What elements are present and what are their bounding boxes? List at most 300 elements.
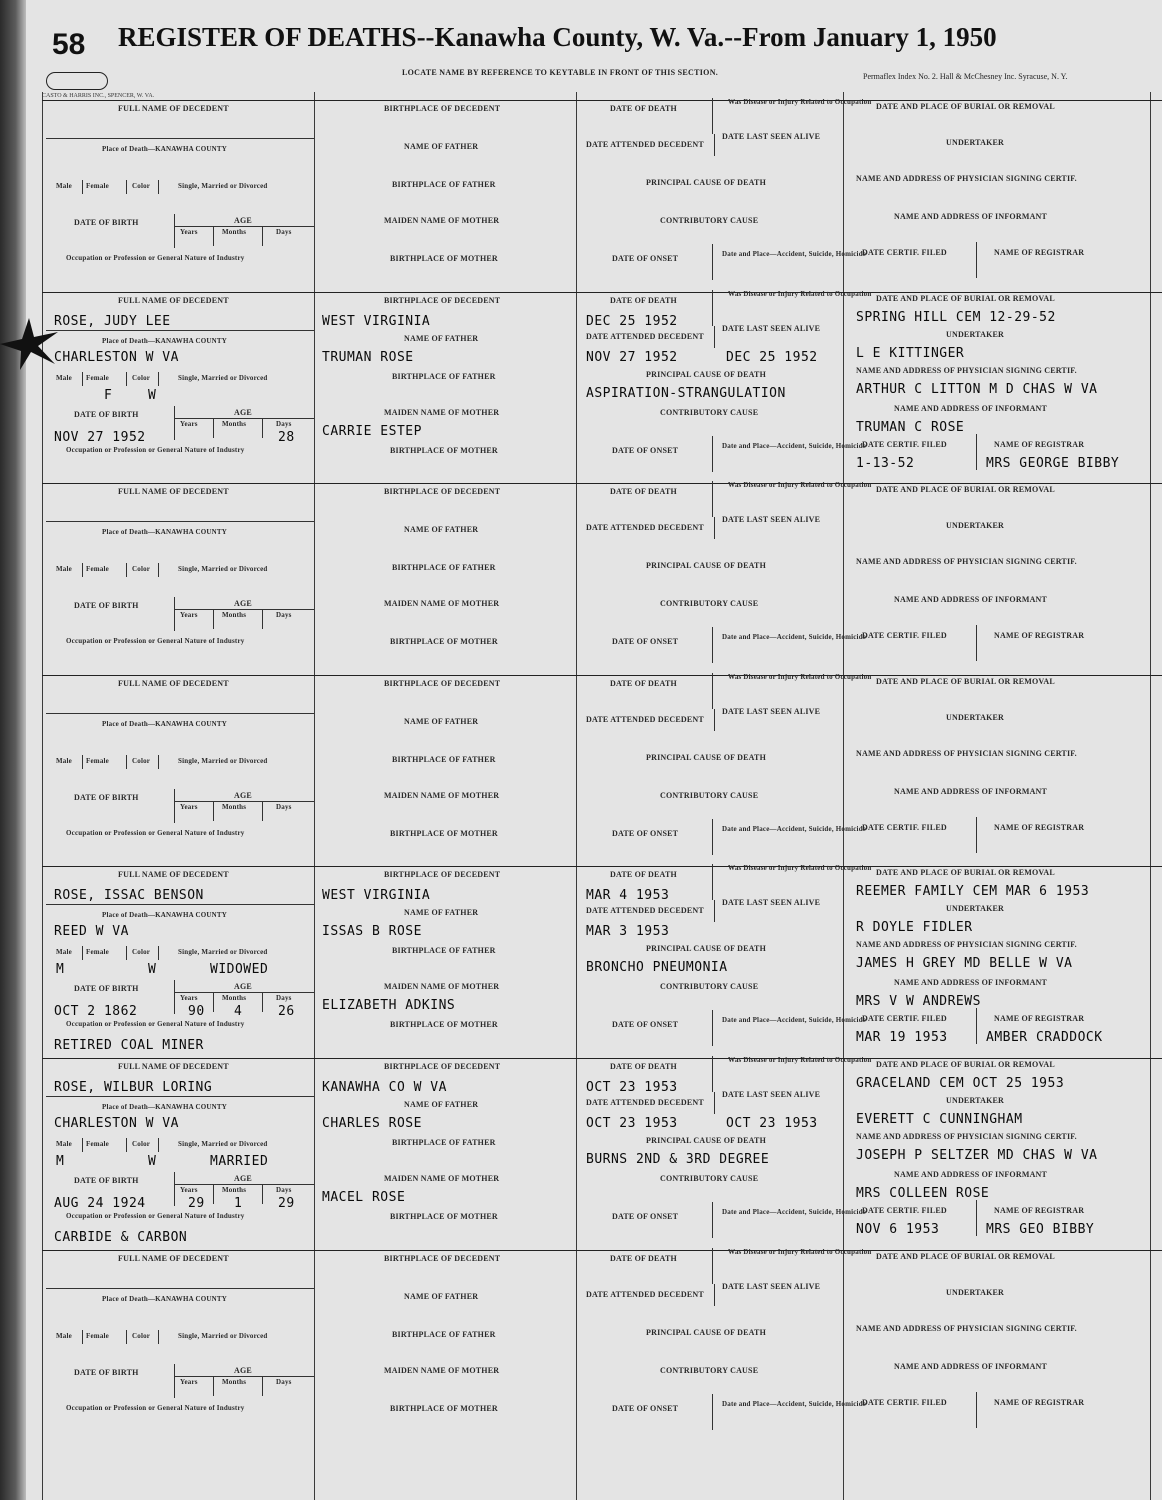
occupation-label: Occupation or Profession or General Nature of Industry: [66, 829, 245, 837]
date-last-seen-label: DATE LAST SEEN ALIVE: [722, 1090, 821, 1099]
field-rule: [174, 1376, 314, 1377]
color-label: Color: [132, 374, 151, 382]
age-label: AGE: [234, 1174, 252, 1183]
field-divider: [712, 864, 713, 900]
field-divider: [262, 418, 263, 438]
field-divider: [262, 992, 263, 1012]
age-days-label: Days: [276, 803, 292, 811]
place-of-death-label: Place of Death—KANAWHA COUNTY: [102, 145, 227, 153]
date-of-birth-label: DATE OF BIRTH: [74, 218, 139, 227]
age-label: AGE: [234, 216, 252, 225]
age-label: AGE: [234, 791, 252, 800]
field-divider: [712, 98, 713, 134]
date-attended-label: DATE ATTENDED DECEDENT: [586, 906, 704, 915]
marital-status-label: Single, Married or Divorced: [178, 1332, 268, 1340]
field-divider: [82, 180, 83, 194]
contributory-cause-label: CONTRIBUTORY CAUSE: [660, 408, 759, 417]
accident-place-label: Date and Place—Accident, Suicide, Homicide: [722, 442, 867, 450]
burial-label: DATE AND PLACE OF BURIAL OR REMOVAL: [876, 102, 1055, 111]
principal-cause-label: PRINCIPAL CAUSE OF DEATH: [646, 753, 766, 762]
maiden-name-mother-label: MAIDEN NAME OF MOTHER: [384, 791, 500, 800]
decedent-name: ROSE, WILBUR LORING: [54, 1080, 213, 1095]
date-of-birth-label: DATE OF BIRTH: [74, 601, 139, 610]
birthplace-value: KANAWHA CO W VA: [322, 1080, 447, 1095]
certif-filed-value: MAR 19 1953: [856, 1030, 948, 1045]
date-attended-value: OCT 23 1953: [586, 1116, 678, 1131]
field-divider: [712, 1202, 713, 1238]
color-label: Color: [132, 565, 151, 573]
field-divider: [712, 1248, 713, 1284]
color-label: Color: [132, 757, 151, 765]
occupation-related-label: Was Disease or Injury Related to Occupation: [728, 1056, 872, 1064]
mother-maiden-value: ELIZABETH ADKINS: [322, 998, 456, 1013]
registrar-label: NAME OF REGISTRAR: [994, 248, 1085, 257]
field-divider: [158, 372, 159, 386]
burial-value: GRACELAND CEM OCT 25 1953: [856, 1076, 1065, 1091]
undertaker-value: EVERETT C CUNNINGHAM: [856, 1112, 1023, 1127]
locate-note: LOCATE NAME BY REFERENCE TO KEYTABLE IN FRONT OF THIS SECTION.: [402, 68, 719, 77]
birthplace-decedent-label: BIRTHPLACE OF DECEDENT: [384, 870, 501, 879]
field-divider: [712, 436, 713, 472]
registrar-value: MRS GEO BIBBY: [986, 1222, 1095, 1237]
principal-cause-label: PRINCIPAL CAUSE OF DEATH: [646, 561, 766, 570]
birthplace-father-label: BIRTHPLACE OF FATHER: [392, 563, 496, 572]
color-value: W: [148, 388, 157, 403]
male-label: Male: [56, 1140, 72, 1148]
field-divider: [712, 819, 713, 855]
field-divider: [174, 980, 175, 1014]
date-last-seen-label: DATE LAST SEEN ALIVE: [722, 132, 821, 141]
informant-label: NAME AND ADDRESS OF INFORMANT: [894, 595, 1048, 604]
date-of-death-label: DATE OF DEATH: [610, 104, 677, 113]
date-of-onset-label: DATE OF ONSET: [612, 254, 679, 263]
accident-place-label: Date and Place—Accident, Suicide, Homicide: [722, 1400, 867, 1408]
date-of-onset-label: DATE OF ONSET: [612, 829, 679, 838]
field-divider: [714, 326, 715, 348]
occupation-related-label: Was Disease or Injury Related to Occupation: [728, 864, 872, 872]
registrar-label: NAME OF REGISTRAR: [994, 440, 1085, 449]
birthplace-mother-label: BIRTHPLACE OF MOTHER: [390, 1212, 498, 1221]
date-attended-label: DATE ATTENDED DECEDENT: [586, 1098, 704, 1107]
female-label: Female: [86, 1332, 109, 1340]
female-label: Female: [86, 757, 109, 765]
field-divider: [712, 627, 713, 663]
field-divider: [82, 1138, 83, 1152]
registrar-label: NAME OF REGISTRAR: [994, 1014, 1085, 1023]
male-label: Male: [56, 1332, 72, 1340]
field-divider: [213, 226, 214, 246]
birthplace-decedent-label: BIRTHPLACE OF DECEDENT: [384, 296, 501, 305]
certif-filed-value: 1-13-52: [856, 456, 915, 471]
informant-label: NAME AND ADDRESS OF INFORMANT: [894, 212, 1048, 221]
field-divider: [976, 434, 977, 470]
undertaker-value: R DOYLE FIDLER: [856, 920, 973, 935]
burial-label: DATE AND PLACE OF BURIAL OR REMOVAL: [876, 1252, 1055, 1261]
accident-place-label: Date and Place—Accident, Suicide, Homicide: [722, 825, 867, 833]
father-name-value: ISSAS B ROSE: [322, 924, 422, 939]
age-days-label: Days: [276, 420, 292, 428]
field-rule: [174, 992, 314, 993]
date-of-death-label: DATE OF DEATH: [610, 487, 677, 496]
informant-label: NAME AND ADDRESS OF INFORMANT: [894, 978, 1048, 987]
field-divider: [976, 1392, 977, 1428]
father-name-value: TRUMAN ROSE: [322, 350, 414, 365]
physician-label: NAME AND ADDRESS OF PHYSICIAN SIGNING CERTIF.: [856, 174, 1077, 183]
field-rule: [46, 904, 314, 905]
certif-filed-label: DATE CERTIF. FILED: [862, 1206, 947, 1215]
physician-label: NAME AND ADDRESS OF PHYSICIAN SIGNING CERTIF.: [856, 940, 1077, 949]
date-attended-value: NOV 27 1952: [586, 350, 678, 365]
informant-value: MRS COLLEEN ROSE: [856, 1186, 990, 1201]
full-name-label: FULL NAME OF DECEDENT: [118, 1254, 229, 1263]
birthplace-decedent-label: BIRTHPLACE OF DECEDENT: [384, 1254, 501, 1263]
field-divider: [712, 244, 713, 280]
date-of-birth-label: DATE OF BIRTH: [74, 984, 139, 993]
burial-label: DATE AND PLACE OF BURIAL OR REMOVAL: [876, 1060, 1055, 1069]
maiden-name-mother-label: MAIDEN NAME OF MOTHER: [384, 1174, 500, 1183]
place-of-death-label: Place of Death—KANAWHA COUNTY: [102, 528, 227, 536]
occupation-related-label: Was Disease or Injury Related to Occupation: [728, 290, 872, 298]
burial-value: SPRING HILL CEM 12-29-52: [856, 310, 1056, 325]
record-block: [42, 1250, 1162, 1442]
date-of-birth-label: DATE OF BIRTH: [74, 1368, 139, 1377]
accident-place-label: Date and Place—Accident, Suicide, Homicide: [722, 250, 867, 258]
female-label: Female: [86, 1140, 109, 1148]
male-label: Male: [56, 757, 72, 765]
informant-value: MRS V W ANDREWS: [856, 994, 981, 1009]
field-divider: [213, 1376, 214, 1396]
date-last-seen-label: DATE LAST SEEN ALIVE: [722, 1282, 821, 1291]
informant-label: NAME AND ADDRESS OF INFORMANT: [894, 787, 1048, 796]
female-label: Female: [86, 182, 109, 190]
marital-status-label: Single, Married or Divorced: [178, 182, 268, 190]
age-years-label: Years: [180, 994, 198, 1002]
informant-label: NAME AND ADDRESS OF INFORMANT: [894, 1362, 1048, 1371]
accident-place-label: Date and Place—Accident, Suicide, Homicide: [722, 1208, 867, 1216]
record-block: [42, 483, 1162, 675]
place-of-death-value: CHARLESTON W VA: [54, 1116, 179, 1131]
name-of-father-label: NAME OF FATHER: [404, 525, 479, 534]
principal-cause-value: BURNS 2ND & 3RD DEGREE: [586, 1152, 770, 1167]
field-divider: [158, 1138, 159, 1152]
marital-status-value: MARRIED: [210, 1154, 269, 1169]
field-divider: [714, 1284, 715, 1306]
age-years-label: Years: [180, 803, 198, 811]
place-of-death-label: Place of Death—KANAWHA COUNTY: [102, 911, 227, 919]
field-divider: [158, 180, 159, 194]
informant-label: NAME AND ADDRESS OF INFORMANT: [894, 1170, 1048, 1179]
age-days-value: 29: [278, 1196, 295, 1211]
marital-status-value: WIDOWED: [210, 962, 269, 977]
full-name-label: FULL NAME OF DECEDENT: [118, 104, 229, 113]
decedent-name: ROSE, JUDY LEE: [54, 314, 171, 329]
occupation-label: Occupation or Profession or General Nature of Industry: [66, 1404, 245, 1412]
age-days-label: Days: [276, 228, 292, 236]
informant-label: NAME AND ADDRESS OF INFORMANT: [894, 404, 1048, 413]
field-divider: [158, 1330, 159, 1344]
full-name-label: FULL NAME OF DECEDENT: [118, 296, 229, 305]
birthplace-father-label: BIRTHPLACE OF FATHER: [392, 180, 496, 189]
birthplace-mother-label: BIRTHPLACE OF MOTHER: [390, 829, 498, 838]
date-of-birth-label: DATE OF BIRTH: [74, 1176, 139, 1185]
printer-note: CASTO & HARRIS INC., SPENCER, W. VA.: [42, 93, 155, 99]
date-last-seen-label: DATE LAST SEEN ALIVE: [722, 324, 821, 333]
age-months-label: Months: [222, 803, 247, 811]
date-of-birth-label: DATE OF BIRTH: [74, 410, 139, 419]
date-last-seen-label: DATE LAST SEEN ALIVE: [722, 515, 821, 524]
age-years-value: 29: [188, 1196, 205, 1211]
marital-status-label: Single, Married or Divorced: [178, 374, 268, 382]
date-of-onset-label: DATE OF ONSET: [612, 1020, 679, 1029]
field-divider: [714, 517, 715, 539]
field-rule: [46, 521, 314, 522]
accident-place-label: Date and Place—Accident, Suicide, Homicide: [722, 1016, 867, 1024]
place-of-death-label: Place of Death—KANAWHA COUNTY: [102, 337, 227, 345]
birthplace-decedent-label: BIRTHPLACE OF DECEDENT: [384, 679, 501, 688]
male-label: Male: [56, 948, 72, 956]
field-divider: [213, 418, 214, 438]
birthplace-father-label: BIRTHPLACE OF FATHER: [392, 1138, 496, 1147]
index-tab-outline: [46, 72, 108, 90]
field-divider: [712, 1394, 713, 1430]
field-divider: [262, 1376, 263, 1396]
field-divider: [174, 214, 175, 248]
birthplace-mother-label: BIRTHPLACE OF MOTHER: [390, 1404, 498, 1413]
place-of-death-label: Place of Death—KANAWHA COUNTY: [102, 1103, 227, 1111]
father-name-value: CHARLES ROSE: [322, 1116, 422, 1131]
field-rule: [46, 330, 314, 331]
principal-cause-label: PRINCIPAL CAUSE OF DEATH: [646, 178, 766, 187]
field-divider: [213, 801, 214, 821]
date-of-death-label: DATE OF DEATH: [610, 296, 677, 305]
name-of-father-label: NAME OF FATHER: [404, 334, 479, 343]
age-months-label: Months: [222, 1186, 247, 1194]
certif-filed-value: NOV 6 1953: [856, 1222, 940, 1237]
birthplace-father-label: BIRTHPLACE OF FATHER: [392, 946, 496, 955]
place-of-death-label: Place of Death—KANAWHA COUNTY: [102, 720, 227, 728]
undertaker-label: UNDERTAKER: [946, 713, 1005, 722]
accident-place-label: Date and Place—Accident, Suicide, Homicide: [722, 633, 867, 641]
contributory-cause-label: CONTRIBUTORY CAUSE: [660, 599, 759, 608]
field-divider: [714, 900, 715, 922]
name-of-father-label: NAME OF FATHER: [404, 908, 479, 917]
physician-label: NAME AND ADDRESS OF PHYSICIAN SIGNING CERTIF.: [856, 749, 1077, 758]
burial-label: DATE AND PLACE OF BURIAL OR REMOVAL: [876, 485, 1055, 494]
physician-value: JAMES H GREY MD BELLE W VA: [856, 956, 1073, 971]
field-divider: [174, 789, 175, 823]
field-divider: [714, 134, 715, 156]
physician-value: ARTHUR C LITTON M D CHAS W VA: [856, 382, 1098, 397]
field-divider: [712, 481, 713, 517]
age-days-label: Days: [276, 1186, 292, 1194]
birthplace-decedent-label: BIRTHPLACE OF DECEDENT: [384, 1062, 501, 1071]
date-of-birth-value: OCT 2 1862: [54, 1004, 138, 1019]
field-divider: [712, 673, 713, 709]
field-rule: [174, 801, 314, 802]
field-divider: [82, 755, 83, 769]
date-attended-label: DATE ATTENDED DECEDENT: [586, 140, 704, 149]
field-divider: [158, 946, 159, 960]
undertaker-label: UNDERTAKER: [946, 521, 1005, 530]
occupation-label: Occupation or Profession or General Nature of Industry: [66, 1212, 245, 1220]
physician-value: JOSEPH P SELTZER MD CHAS W VA: [856, 1148, 1098, 1163]
birthplace-value: WEST VIRGINIA: [322, 314, 431, 329]
age-years-label: Years: [180, 611, 198, 619]
field-divider: [82, 946, 83, 960]
field-rule: [174, 226, 314, 227]
field-divider: [712, 290, 713, 326]
field-divider: [174, 1364, 175, 1398]
full-name-label: FULL NAME OF DECEDENT: [118, 679, 229, 688]
maiden-name-mother-label: MAIDEN NAME OF MOTHER: [384, 1366, 500, 1375]
date-of-birth-value: NOV 27 1952: [54, 430, 146, 445]
field-divider: [262, 226, 263, 246]
field-divider: [213, 992, 214, 1012]
occupation-label: Occupation or Profession or General Nature of Industry: [66, 446, 245, 454]
field-divider: [976, 817, 977, 853]
contributory-cause-label: CONTRIBUTORY CAUSE: [660, 1174, 759, 1183]
place-of-death-label: Place of Death—KANAWHA COUNTY: [102, 1295, 227, 1303]
birthplace-father-label: BIRTHPLACE OF FATHER: [392, 1330, 496, 1339]
record-block: [42, 675, 1162, 867]
name-of-father-label: NAME OF FATHER: [404, 1292, 479, 1301]
marital-status-label: Single, Married or Divorced: [178, 565, 268, 573]
date-of-death-value: OCT 23 1953: [586, 1080, 678, 1095]
birthplace-mother-label: BIRTHPLACE OF MOTHER: [390, 446, 498, 455]
publisher-note: Permaflex Index No. 2. Hall & McChesney Inc. Syracuse, N. Y.: [863, 72, 1068, 81]
field-rule: [174, 609, 314, 610]
date-attended-label: DATE ATTENDED DECEDENT: [586, 332, 704, 341]
occupation-label: Occupation or Profession or General Nature of Industry: [66, 254, 245, 262]
field-rule: [46, 1096, 314, 1097]
female-label: Female: [86, 948, 109, 956]
field-rule: [46, 713, 314, 714]
occupation-label: Occupation or Profession or General Nature of Industry: [66, 1020, 245, 1028]
field-divider: [126, 946, 127, 960]
field-divider: [213, 609, 214, 629]
undertaker-label: UNDERTAKER: [946, 330, 1005, 339]
date-of-death-label: DATE OF DEATH: [610, 1062, 677, 1071]
maiden-name-mother-label: MAIDEN NAME OF MOTHER: [384, 982, 500, 991]
field-divider: [126, 563, 127, 577]
field-divider: [714, 709, 715, 731]
date-of-birth-value: AUG 24 1924: [54, 1196, 146, 1211]
birthplace-father-label: BIRTHPLACE OF FATHER: [392, 372, 496, 381]
field-divider: [714, 1092, 715, 1114]
age-months-label: Months: [222, 228, 247, 236]
age-years-label: Years: [180, 1378, 198, 1386]
date-attended-value: MAR 3 1953: [586, 924, 670, 939]
physician-label: NAME AND ADDRESS OF PHYSICIAN SIGNING CERTIF.: [856, 557, 1077, 566]
color-value: W: [148, 1154, 157, 1169]
place-of-death-value: CHARLESTON W VA: [54, 350, 179, 365]
field-divider: [174, 406, 175, 440]
field-divider: [82, 563, 83, 577]
book-binding-edge: [0, 0, 26, 1500]
birthplace-mother-label: BIRTHPLACE OF MOTHER: [390, 254, 498, 263]
age-months-label: Months: [222, 420, 247, 428]
field-divider: [174, 597, 175, 631]
field-divider: [976, 1200, 977, 1236]
field-divider: [158, 755, 159, 769]
date-attended-label: DATE ATTENDED DECEDENT: [586, 1290, 704, 1299]
contributory-cause-label: CONTRIBUTORY CAUSE: [660, 791, 759, 800]
date-of-death-label: DATE OF DEATH: [610, 870, 677, 879]
physician-label: NAME AND ADDRESS OF PHYSICIAN SIGNING CERTIF.: [856, 1324, 1077, 1333]
maiden-name-mother-label: MAIDEN NAME OF MOTHER: [384, 599, 500, 608]
mother-maiden-value: MACEL ROSE: [322, 1190, 406, 1205]
informant-value: TRUMAN C ROSE: [856, 420, 965, 435]
date-of-death-value: DEC 25 1952: [586, 314, 678, 329]
contributory-cause-label: CONTRIBUTORY CAUSE: [660, 216, 759, 225]
color-label: Color: [132, 1140, 151, 1148]
field-divider: [213, 1184, 214, 1204]
age-days-value: 28: [278, 430, 295, 445]
field-divider: [82, 1330, 83, 1344]
field-divider: [126, 372, 127, 386]
field-rule: [46, 1288, 314, 1289]
birthplace-decedent-label: BIRTHPLACE OF DECEDENT: [384, 104, 501, 113]
name-of-father-label: NAME OF FATHER: [404, 1100, 479, 1109]
date-attended-label: DATE ATTENDED DECEDENT: [586, 523, 704, 532]
star-marker-icon: [0, 318, 58, 370]
date-of-onset-label: DATE OF ONSET: [612, 637, 679, 646]
color-label: Color: [132, 182, 151, 190]
maiden-name-mother-label: MAIDEN NAME OF MOTHER: [384, 216, 500, 225]
date-of-onset-label: DATE OF ONSET: [612, 1212, 679, 1221]
female-label: Female: [86, 374, 109, 382]
age-years-label: Years: [180, 228, 198, 236]
place-of-death-value: REED W VA: [54, 924, 129, 939]
registrar-label: NAME OF REGISTRAR: [994, 631, 1085, 640]
birthplace-decedent-label: BIRTHPLACE OF DECEDENT: [384, 487, 501, 496]
field-divider: [126, 180, 127, 194]
marital-status-label: Single, Married or Divorced: [178, 757, 268, 765]
certif-filed-label: DATE CERTIF. FILED: [862, 823, 947, 832]
undertaker-label: UNDERTAKER: [946, 138, 1005, 147]
occupation-related-label: Was Disease or Injury Related to Occupation: [728, 673, 872, 681]
field-rule: [174, 1184, 314, 1185]
date-of-onset-label: DATE OF ONSET: [612, 1404, 679, 1413]
contributory-cause-label: CONTRIBUTORY CAUSE: [660, 982, 759, 991]
age-label: AGE: [234, 982, 252, 991]
age-label: AGE: [234, 1366, 252, 1375]
undertaker-label: UNDERTAKER: [946, 1288, 1005, 1297]
field-divider: [126, 1330, 127, 1344]
certif-filed-label: DATE CERTIF. FILED: [862, 440, 947, 449]
field-divider: [262, 801, 263, 821]
full-name-label: FULL NAME OF DECEDENT: [118, 870, 229, 879]
birthplace-father-label: BIRTHPLACE OF FATHER: [392, 755, 496, 764]
field-divider: [262, 1184, 263, 1204]
age-months-value: 4: [234, 1004, 243, 1019]
certif-filed-label: DATE CERTIF. FILED: [862, 1014, 947, 1023]
male-label: Male: [56, 182, 72, 190]
date-of-death-label: DATE OF DEATH: [610, 1254, 677, 1263]
age-years-label: Years: [180, 1186, 198, 1194]
occupation-related-label: Was Disease or Injury Related to Occupation: [728, 98, 872, 106]
certif-filed-label: DATE CERTIF. FILED: [862, 631, 947, 640]
record-block: [42, 100, 1162, 292]
male-label: Male: [56, 374, 72, 382]
age-days-label: Days: [276, 1378, 292, 1386]
decedent-name: ROSE, ISSAC BENSON: [54, 888, 204, 903]
undertaker-label: UNDERTAKER: [946, 904, 1005, 913]
age-months-label: Months: [222, 1378, 247, 1386]
color-label: Color: [132, 948, 151, 956]
physician-label: NAME AND ADDRESS OF PHYSICIAN SIGNING CERTIF.: [856, 1132, 1077, 1141]
field-divider: [158, 563, 159, 577]
